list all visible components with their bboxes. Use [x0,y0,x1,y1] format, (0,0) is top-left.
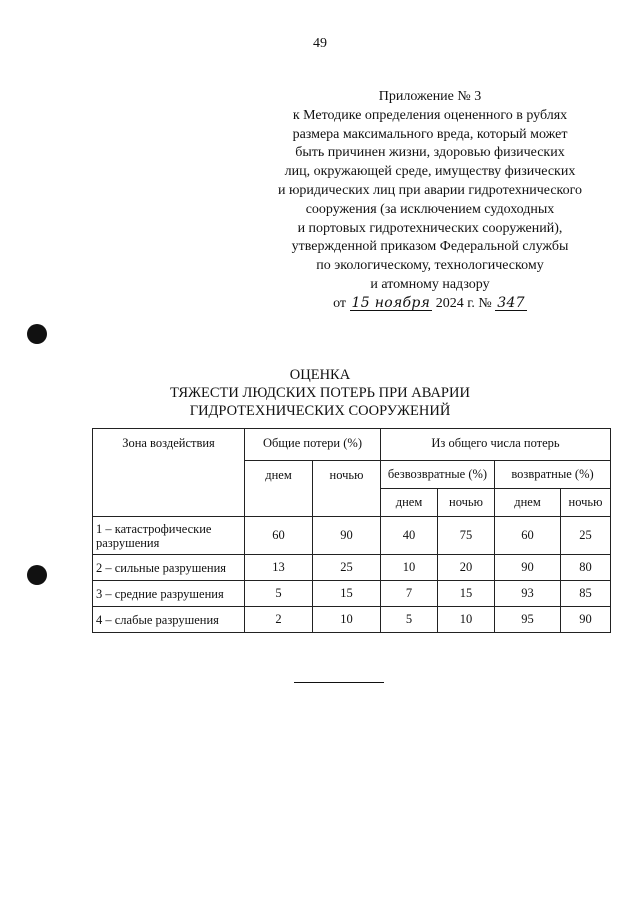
value-cell: 90 [561,607,611,633]
order-year: 2024 г. № [435,295,492,311]
appendix-line: сооружения (за исключением судоходных [305,201,555,217]
table-row [93,607,611,633]
value-cell: 75 [438,517,495,555]
order-date-handwritten: 15 ноября [351,294,431,311]
value-cell: 40 [381,517,438,555]
header-rec-day: днем [495,489,561,517]
appendix-line: быть причинен жизни, здоровью физических [295,145,565,161]
value-cell: 90 [313,517,381,555]
value-cell: 7 [381,581,438,607]
header-total-losses: Общие потери (%) [245,429,381,461]
appendix-line: утвержденной приказом Федеральной службы [291,239,569,255]
appendix-line: лиц, окружающей среде, имуществу физических [284,164,576,180]
header-recoverable: возвратные (%) [495,461,611,489]
header-of-total: Из общего числа потерь [381,429,611,461]
appendix-line: по экологическому, технологическому [316,258,544,274]
zone-cell: 2 – сильные разрушения [93,555,245,581]
zone-cell: 3 – средние разрушения [93,581,245,607]
header-total-night: ночью [313,461,381,517]
value-cell: 80 [561,555,611,581]
binder-hole-bottom [27,565,47,585]
value-cell: 2 [245,607,313,633]
appendix-line: и юридических лиц при аварии гидротехнического [277,182,583,198]
appendix-block [250,88,610,314]
value-cell: 10 [381,555,438,581]
order-prefix: от [333,295,347,311]
value-cell: 15 [438,581,495,607]
binder-hole-top [27,324,47,344]
header-irr-night: ночью [438,489,495,517]
value-cell: 90 [495,555,561,581]
order-line [250,295,610,314]
header-total-day: днем [245,461,313,517]
value-cell: 10 [313,607,381,633]
value-cell: 60 [245,517,313,555]
header-rec-night: ночью [561,489,611,517]
value-cell: 25 [313,555,381,581]
header-irr-day: днем [381,489,438,517]
value-cell: 5 [381,607,438,633]
zone-cell: 4 – слабые разрушения [93,607,245,633]
value-cell: 10 [438,607,495,633]
losses-table [92,428,611,633]
appendix-line: размера максимального вреда, который может [292,126,568,142]
heading-line-3: ГИДРОТЕХНИЧЕСКИХ СООРУЖЕНИЙ [189,403,451,419]
appendix-line: и атомному надзору [370,276,490,292]
appendix-title: Приложение № 3 [378,89,482,104]
value-cell: 95 [495,607,561,633]
appendix-line: к Методике определения оцененного в рублях [292,107,568,123]
header-zone: Зона воздействия [93,429,245,517]
value-cell: 5 [245,581,313,607]
value-cell: 13 [245,555,313,581]
end-divider [294,682,384,683]
table-row [93,517,611,555]
page-number: 49 [313,36,327,51]
header-irrecoverable: безвозвратные (%) [381,461,495,489]
value-cell: 25 [561,517,611,555]
value-cell: 20 [438,555,495,581]
value-cell: 15 [313,581,381,607]
document-heading [0,366,640,420]
value-cell: 85 [561,581,611,607]
zone-cell: 1 – катастрофические разрушения [93,517,245,555]
heading-line-1: ОЦЕНКА [289,367,351,383]
value-cell: 60 [495,517,561,555]
table-row [93,555,611,581]
order-number-handwritten: 347 [497,294,525,311]
heading-line-2: ТЯЖЕСТИ ЛЮДСКИХ ПОТЕРЬ ПРИ АВАРИИ [170,385,470,401]
value-cell: 93 [495,581,561,607]
table-row [93,581,611,607]
appendix-line: и портовых гидротехнических сооружений), [297,220,563,236]
